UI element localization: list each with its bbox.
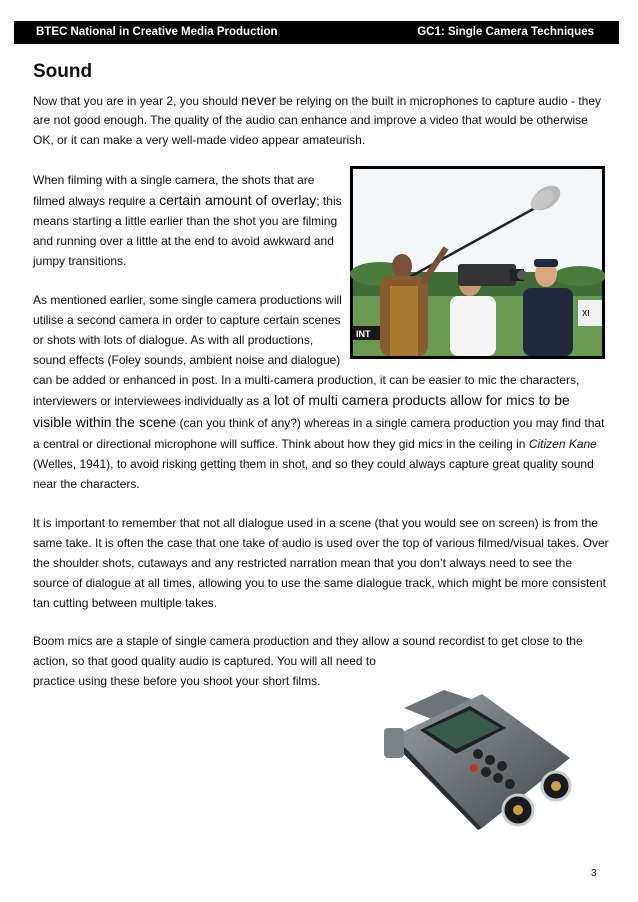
paragraph-boom-line-2: action, so that good quality audio is captured. You will all need to	[33, 654, 376, 668]
paragraph-dialogue-line-1: It is important to remember that not all dialogue used in a scene (that you would see on screen) is from the	[33, 516, 598, 530]
film-title-citizen-kane: Citizen Kane	[528, 437, 597, 451]
paragraph-dialogue-line-3: the shoulder shots, cutaways and any restricted narration mean that you don’t always need to see the	[33, 556, 572, 570]
emphasis-visible: visible within the scene	[33, 414, 177, 430]
paragraph-mics-line-2: utilise a second camera in order to capture certain scenes	[33, 313, 341, 327]
audio-recorder-illustration	[382, 688, 574, 830]
paragraph-intro-line-3: OK, or it can make a very well-made video appear amateurish.	[33, 133, 366, 147]
emphasis-overlay: certain amount of overlay	[159, 192, 317, 208]
paragraph-mics-line-8: a central or directional microphone will suffice. Think about how they gid mics in the ceiling in Citizen Kane	[33, 437, 597, 451]
paragraph-mics-line-3: or shots with lots of dialogue. As with all productions,	[33, 333, 314, 347]
unit-title: GC1: Single Camera Techniques	[417, 26, 594, 38]
paragraph-boom-line-3: practice using these before you shoot your short films.	[33, 674, 321, 688]
paragraph-intro-line-1: Now that you are in year 2, you should never be relying on the built in microphones to capture audio - they	[33, 92, 602, 108]
document-header	[14, 21, 619, 44]
paragraph-dialogue-line-5: tan cutting between multiple takes.	[33, 596, 218, 610]
paragraph-mics-line-10: near the characters.	[33, 477, 140, 491]
course-title: BTEC National in Creative Media Production	[36, 26, 278, 38]
boom-mic-crew-illustration	[350, 166, 605, 359]
paragraph-boom-line-1: Boom mics are a staple of single camera production and they allow a sound recordist to get close to the	[33, 634, 583, 648]
paragraph-mics-line-1: As mentioned earlier, some single camera productions will	[33, 293, 342, 307]
emphasis-never: never	[241, 92, 277, 108]
paragraph-mics-line-6: interviewers or interviewees individually as a lot of multi camera products allow for mics to be	[33, 392, 570, 408]
page-number: 3	[591, 868, 597, 879]
paragraph-overlay-line-1: When filming with a single camera, the shots that are	[33, 173, 315, 187]
paragraph-overlay-line-3: means starting a little earlier than the shot you are filming	[33, 214, 338, 228]
paragraph-mics-line-5: can be added or enhanced in post. In a multi-camera production, it can be easier to mic the characters,	[33, 373, 580, 387]
paragraph-dialogue-line-4: source of dialogue at all times, allowing you to use the same dialogue track, which might be more consistent	[33, 576, 606, 590]
paragraph-overlay-line-2: filmed always require a certain amount of overlay; this	[33, 192, 342, 208]
paragraph-overlay-line-4: and running over a little at the end to avoid awkward and	[33, 234, 334, 248]
boom-mic-crew-photo	[350, 166, 605, 359]
svg-text:XI: XI	[582, 309, 590, 318]
portable-audio-recorder-photo	[382, 688, 574, 830]
paragraph-dialogue-line-2: same take. It is often the case that one take of audio is used over the top of various filmed/visual takes. Over	[33, 536, 609, 550]
paragraph-mics-line-9: (Welles, 1941), to avoid risking getting them in shot, and so they could always capture great quality sound	[33, 457, 594, 471]
paragraph-overlay-line-5: jumpy transitions.	[33, 254, 127, 268]
paragraph-mics-line-4: sound effects (Foley sounds, ambient noise and dialogue)	[33, 353, 341, 367]
emphasis-multicam: a lot of multi camera products allow for mics to be	[262, 392, 570, 408]
section-heading: Sound	[33, 61, 93, 82]
sign-text: INT	[356, 329, 371, 339]
paragraph-intro-line-2: are not good enough. The quality of the audio can enhance and improve a video that would be otherwise	[33, 113, 588, 127]
paragraph-mics-line-7: visible within the scene (can you think of any?) whereas in a single camera production you may find that	[33, 414, 605, 430]
